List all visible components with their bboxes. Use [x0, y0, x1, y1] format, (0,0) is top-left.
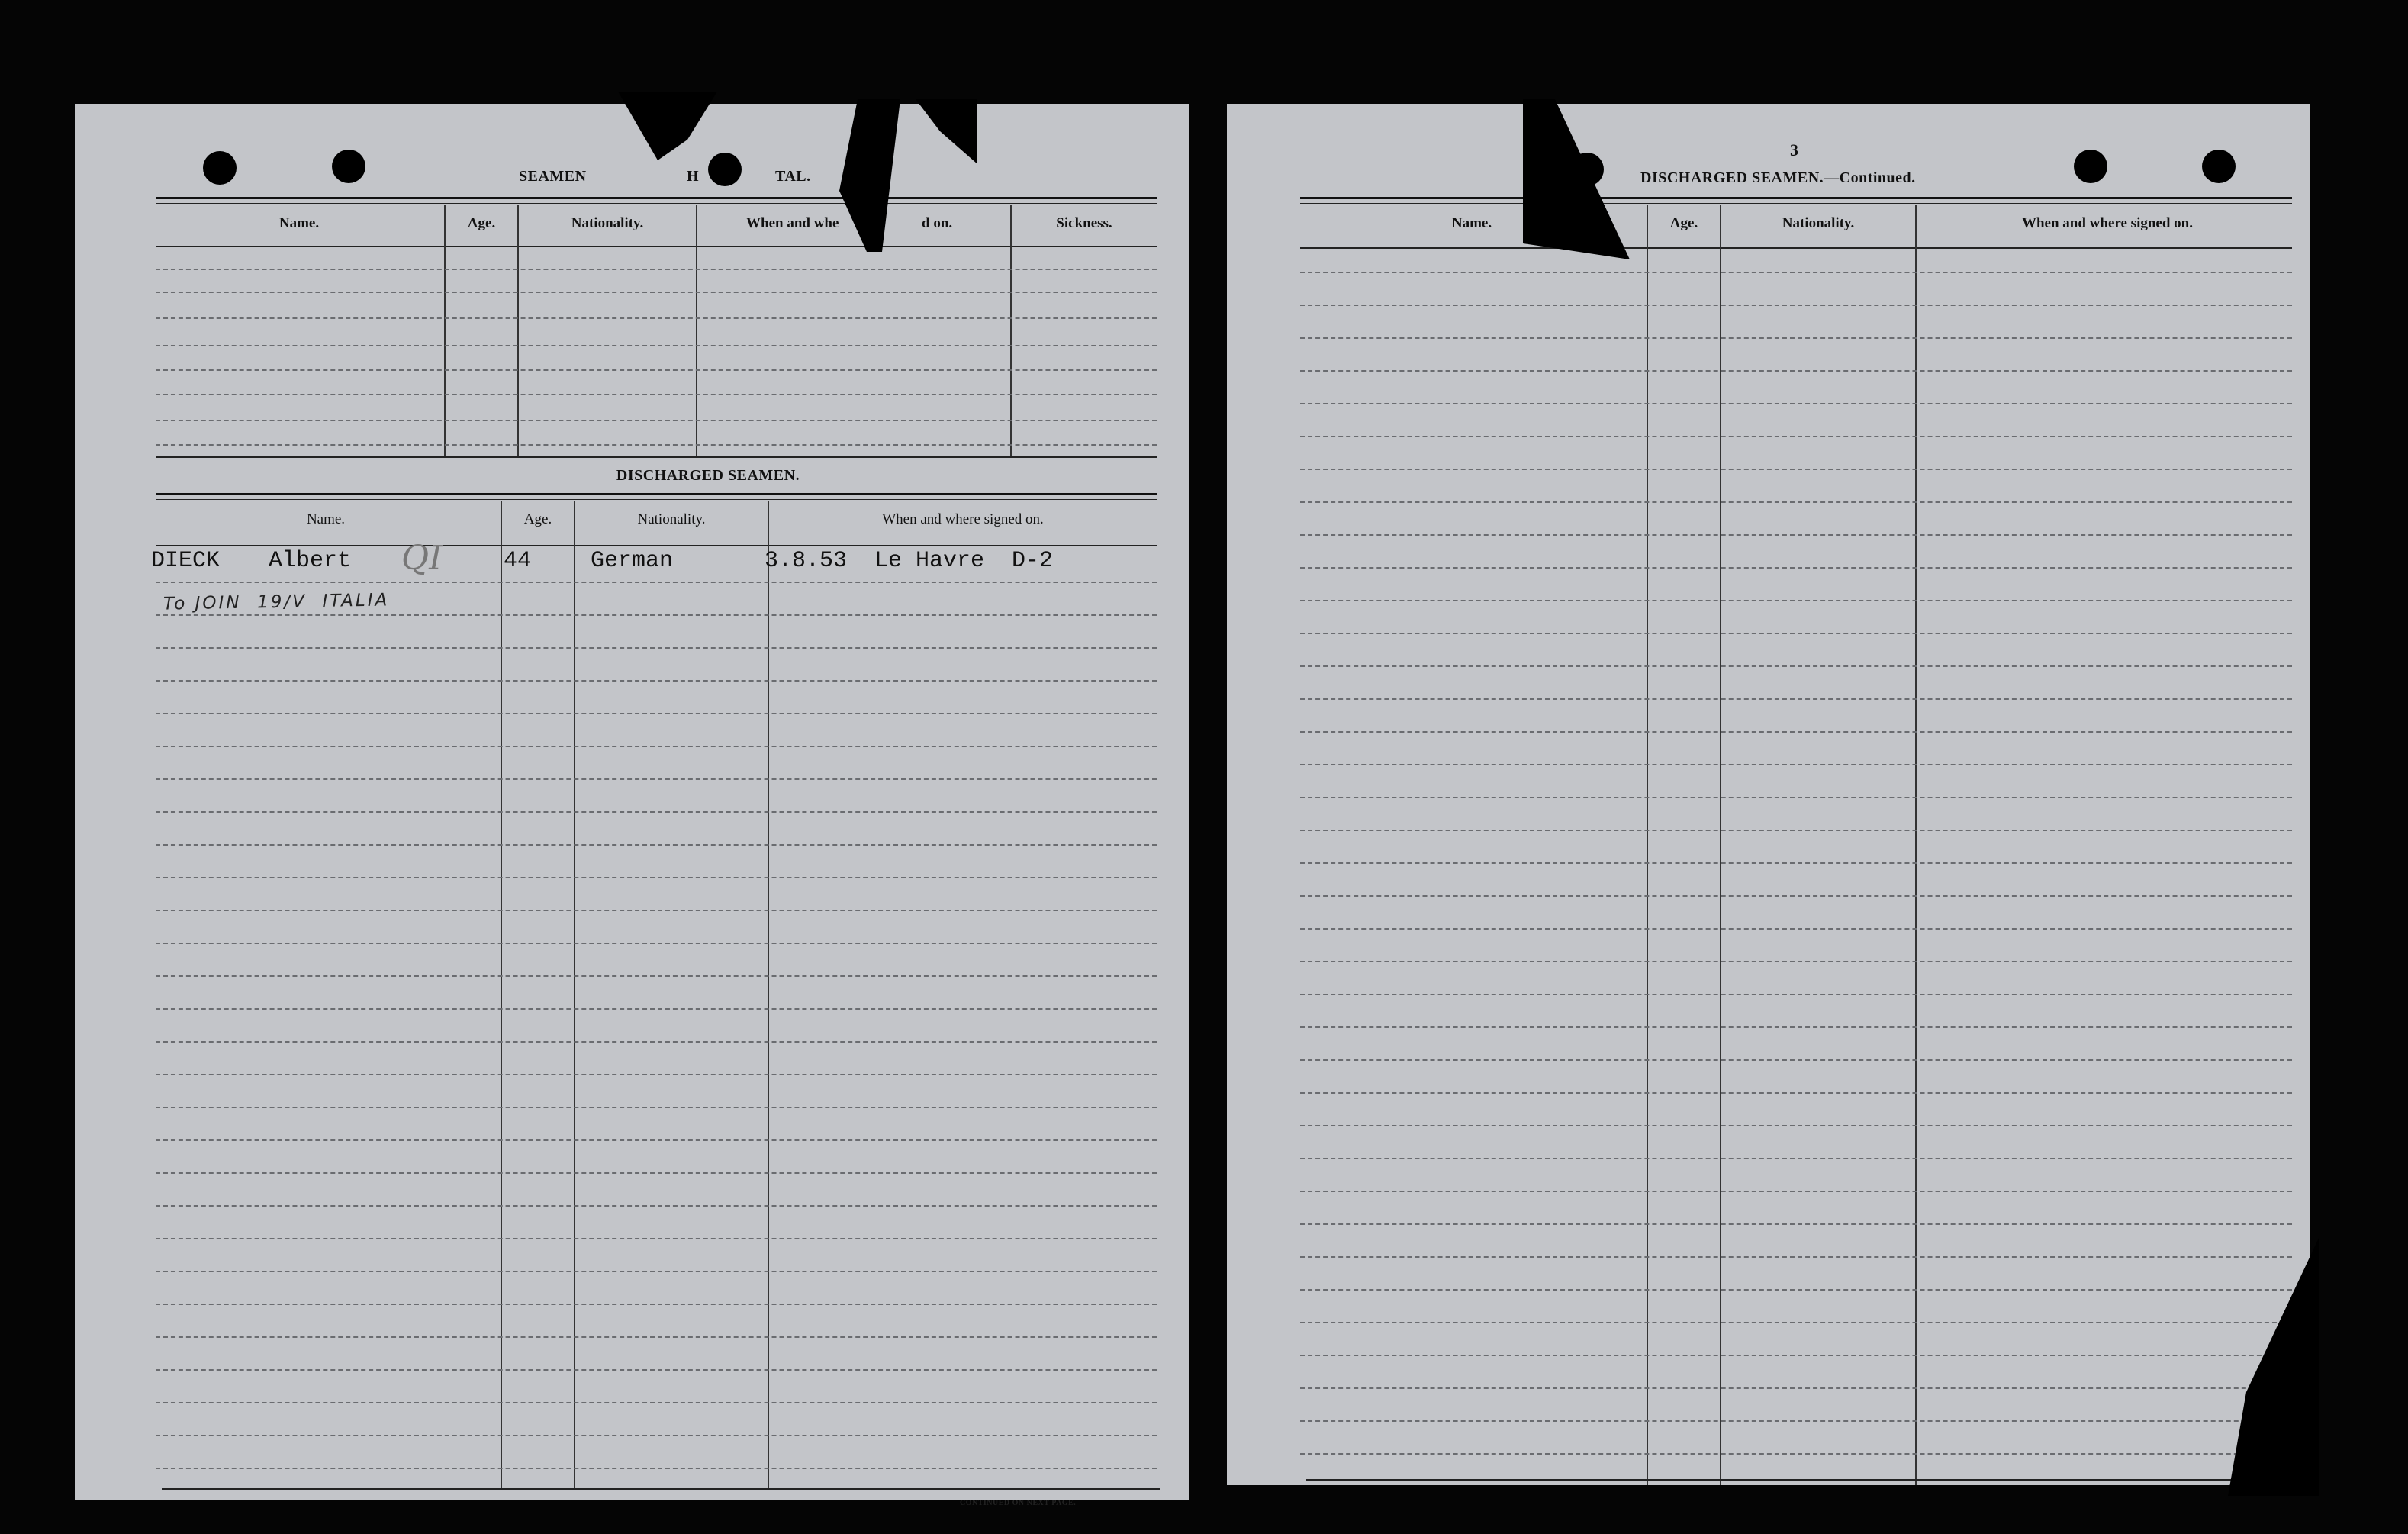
row-line [156, 420, 1157, 421]
entry-given-name: Albert [269, 548, 352, 574]
punch-hole [332, 150, 365, 183]
row-line [156, 317, 1157, 319]
row-line [156, 292, 1157, 293]
row-line [1300, 698, 2292, 700]
col-head-nationality: Nationality. [637, 511, 706, 527]
section-rule [1300, 197, 2292, 204]
row-line [1300, 534, 2292, 536]
col-divider [1720, 205, 1721, 1485]
row-line [156, 1435, 1157, 1436]
row-line [156, 778, 1157, 780]
row-line [156, 910, 1157, 911]
row-line [156, 394, 1157, 395]
row-line [156, 1369, 1157, 1371]
row-line [1300, 1322, 2292, 1323]
row-line [156, 1008, 1157, 1010]
row-line [1300, 862, 2292, 864]
entry-note: To JOIN 19/V ITALIA [163, 590, 390, 614]
col-divider [1915, 205, 1917, 1485]
col-head-when-where: When and where signed on. [882, 511, 1044, 527]
row-line [156, 1172, 1157, 1174]
hospital-title-part: SEAMEN [519, 168, 587, 185]
row-line [1300, 567, 2292, 569]
table-bottom-rule [1306, 1479, 2290, 1481]
row-line [1300, 633, 2292, 634]
row-line [1300, 665, 2292, 667]
entry-initials: QI [401, 539, 443, 578]
row-line [1300, 1223, 2292, 1225]
row-line [156, 1238, 1157, 1239]
row-line [156, 1271, 1157, 1272]
col-divider [696, 205, 697, 456]
row-line [1300, 1026, 2292, 1028]
row-line [1300, 272, 2292, 273]
row-line [1300, 1191, 2292, 1192]
row-line [156, 1139, 1157, 1141]
col-divider [501, 501, 502, 1488]
row-line [156, 1304, 1157, 1305]
row-line [1300, 1453, 2292, 1455]
row-line [1300, 1420, 2292, 1422]
row-line [156, 1468, 1157, 1469]
col-head-when-where-end: d on. [922, 215, 953, 231]
row-line [156, 713, 1157, 714]
continued-footer: CONTINUED ON NEXT PAGE. [960, 1499, 1077, 1507]
punch-hole [2202, 150, 2236, 183]
row-line [1300, 337, 2292, 339]
row-line [156, 1205, 1157, 1207]
row-line [156, 975, 1157, 977]
col-head-when-where: When and whe [746, 215, 839, 231]
row-line [1300, 469, 2292, 470]
col-head-name: Name. [278, 215, 320, 231]
row-line [1300, 305, 2292, 306]
col-divider [444, 205, 446, 456]
row-line [1300, 1125, 2292, 1126]
col-divider [517, 205, 519, 456]
col-divider [768, 501, 769, 1488]
entry-surname: DIECK [151, 548, 221, 574]
row-line [1300, 1158, 2292, 1159]
col-head-name: Name. [306, 511, 346, 527]
row-line [156, 680, 1157, 682]
col-head-when-where: When and where signed on. [2021, 215, 2193, 231]
row-line [1300, 501, 2292, 503]
col-head-name: Name. [1451, 215, 1492, 231]
col-head-age: Age. [467, 215, 496, 231]
row-line [156, 369, 1157, 371]
punch-hole [203, 151, 237, 185]
row-line [1300, 403, 2292, 404]
header-rule [156, 246, 1157, 247]
row-line [156, 811, 1157, 813]
row-line [156, 582, 1157, 583]
row-line [156, 1074, 1157, 1075]
row-line [1300, 600, 2292, 601]
row-line [1300, 994, 2292, 995]
row-line [1300, 764, 2292, 765]
row-line [1300, 830, 2292, 831]
discharged-continued-title: DISCHARGED SEAMEN.—Continued. [1640, 169, 1916, 186]
section-end-rule [156, 456, 1157, 458]
col-head-sickness: Sickness. [1056, 215, 1112, 231]
row-line [1300, 731, 2292, 733]
entry-age: 44 [504, 548, 532, 574]
col-head-nationality: Nationality. [1782, 215, 1855, 231]
discharged-title: DISCHARGED SEAMEN. [616, 467, 800, 484]
row-line [156, 943, 1157, 944]
row-line [156, 269, 1157, 270]
row-line [1300, 436, 2292, 437]
row-line [1300, 370, 2292, 372]
row-line [156, 444, 1157, 446]
row-line [1300, 1289, 2292, 1291]
row-line [1300, 895, 2292, 897]
row-line [156, 844, 1157, 846]
row-line [156, 1041, 1157, 1043]
row-line [1300, 1059, 2292, 1061]
col-head-nationality: Nationality. [571, 215, 644, 231]
hospital-title-part: H [687, 168, 700, 185]
table-bottom-rule [162, 1488, 1160, 1490]
row-line [156, 1336, 1157, 1338]
col-head-age: Age. [523, 511, 552, 527]
hospital-title-part: TAL. [775, 168, 811, 185]
row-line [156, 1402, 1157, 1403]
punch-hole [708, 153, 742, 186]
row-line [1300, 961, 2292, 962]
header-rule [1300, 247, 2292, 249]
row-line [1300, 1256, 2292, 1258]
entry-nationality: German [591, 548, 674, 574]
row-line [1300, 797, 2292, 798]
left-page [75, 104, 1189, 1507]
col-head-age: Age. [1669, 215, 1698, 231]
col-divider [1647, 205, 1648, 1485]
entry-signed-on: 3.8.53 Le Havre D-2 [765, 548, 1054, 574]
row-line [1300, 1387, 2292, 1389]
row-line [156, 614, 1157, 616]
row-line [156, 647, 1157, 649]
right-page [1227, 104, 2310, 1485]
row-line [156, 877, 1157, 878]
row-line [1300, 928, 2292, 930]
punch-hole [2074, 150, 2107, 183]
col-divider [1010, 205, 1012, 456]
section-rule [156, 197, 1157, 204]
row-line [156, 345, 1157, 346]
page-number: 3 [1790, 140, 1798, 160]
header-rule [156, 545, 1157, 546]
row-line [1300, 1092, 2292, 1094]
row-line [1300, 1355, 2292, 1356]
row-line [156, 1107, 1157, 1108]
row-line [156, 746, 1157, 747]
col-divider [574, 501, 575, 1488]
section-rule [156, 493, 1157, 500]
